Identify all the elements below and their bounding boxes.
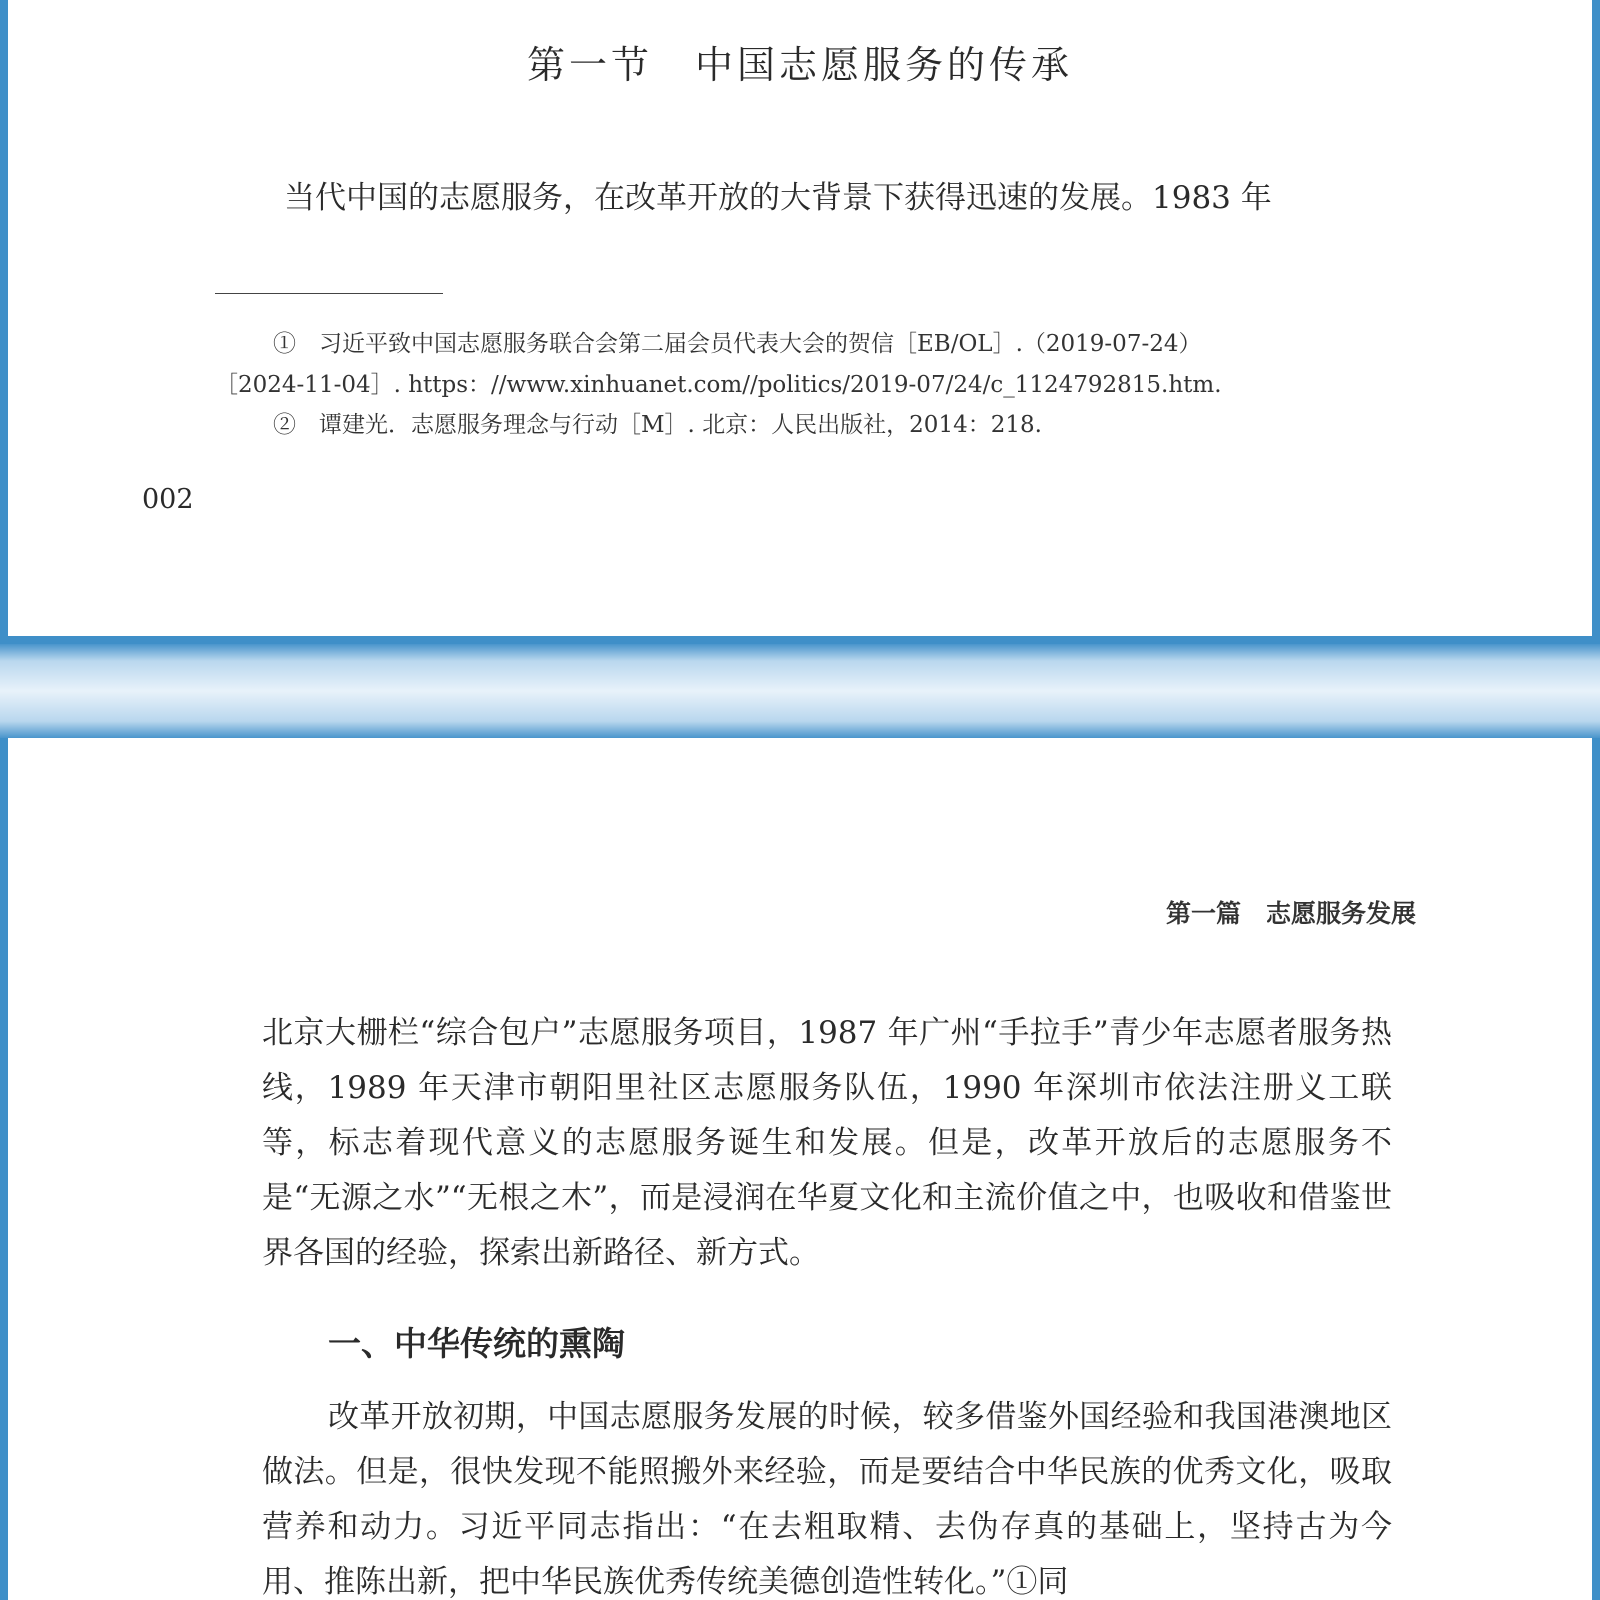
body-text-line: 当代中国的志愿服务，在改革开放的大背景下获得迅速的发展。1983 年 [284,180,1272,216]
document-page-bottom [8,738,1592,1600]
footnote-2: ② 谭建光．志愿服务理念与行动［M］. 北京：人民出版社，2014：218. [273,412,1042,438]
paragraph: 改革开放初期，中国志愿服务发展的时候，较多借鉴外国经验和我国港澳地区做法。但是，很快发现不能照搬外来经验，而是要结合中华民族的优秀文化，吸取营养和动力。习近平同志指出：“在去粗取精、去伪存真的基础上，坚持古为今用、推陈出新，把中华民族优秀传统美德创造性转化。”①同 [262,1399,1392,1600]
document-page-top [8,0,1592,636]
footnote-1-line-1: ① 习近平致中国志愿服务联合会第二届会员代表大会的贺信［EB/OL］.（2019-07-24） [273,331,1202,357]
subsection-heading: 一、中华传统的熏陶 [328,1324,625,1363]
paragraph: 北京大栅栏“综合包户”志愿服务项目，1987 年广州“手拉手”青少年志愿者服务热线，1989 年天津市朝阳里社区志愿服务队伍，1990 年深圳市依法注册义工联等，标志着现代意义的志愿服务诞生和发展。但是，改革开放后的志愿服务不是“无源之水”“无根之木”，而是浸润在华夏文化和主流价值之中，也吸收和借鉴世界各国的经验，探索出新路径、新方式。 [262,1015,1392,1271]
page-number: 002 [142,484,194,515]
footnote-1-line-2: ［2024-11-04］. https：//www.xinhuanet.com//politics/2019-07/24/c_1124792815.htm. [215,372,1222,398]
running-head: 第一篇 志愿服务发展 [1165,899,1416,928]
section-title: 第一节 中国志愿服务的传承 [526,43,1073,87]
page-gap [0,644,1600,738]
footnote-divider [215,293,443,294]
